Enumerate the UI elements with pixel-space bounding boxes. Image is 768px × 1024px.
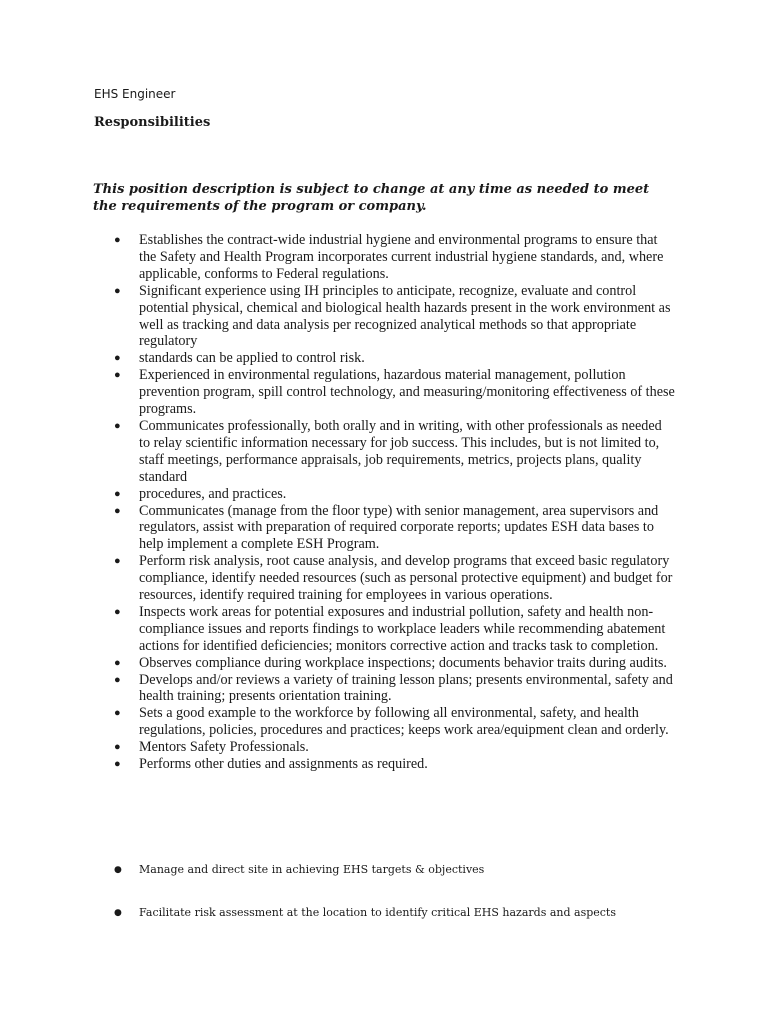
list-item	[0, 553, 675, 604]
list-item-text: Observes compliance during workplace inspections; documents behavior traits during audits.	[139, 654, 667, 671]
bullet-icon: ●	[114, 555, 121, 568]
list-item	[0, 503, 675, 554]
bullet-icon: ●	[114, 908, 122, 918]
list-item-text: Inspects work areas for potential exposures and industrial pollution, safety and health non-compliance issues and reports findings to workplace leaders while recommending abatement actions for identified deficiencies; monitors corrective action and tracks task to completion.	[139, 603, 666, 654]
list-item-text: Experienced in environmental regulations, hazardous material management, pollution prevention program, spill control technology, and measuring/monitoring effectiveness of these programs.	[139, 367, 675, 418]
list-item-text: Facilitate risk assessment at the location to identify critical EHS hazards and aspects	[139, 906, 617, 919]
list-item	[0, 756, 675, 773]
document-title: EHS Engineer	[94, 87, 176, 101]
bullet-icon: ●	[114, 865, 122, 875]
bullet-icon: ●	[114, 656, 121, 669]
bullet-icon: ●	[114, 707, 121, 720]
list-item	[0, 604, 675, 655]
bullet-icon: ●	[114, 487, 121, 500]
list-item	[0, 486, 675, 503]
list-item-text: Communicates professionally, both orally and in writing, with other professionals as needed to relay scientific information necessary for job success. This includes, but is not limited to, staff meetings, performance appraisals, job requirements, metrics, projects plans, quality standard	[139, 417, 662, 485]
list-item	[0, 863, 768, 877]
list-item-text: Establishes the contract-wide industrial hygiene and environmental programs to ensure that the Safety and Health Program incorporates current industrial hygiene standards, and, where applicable, conforms to Federal regulations.	[139, 232, 664, 282]
list-item	[0, 350, 675, 367]
bullet-icon: ●	[114, 369, 121, 382]
section-heading-responsibilities: Responsibilities	[94, 115, 211, 130]
bullet-icon: ●	[114, 419, 121, 432]
bullet-icon: ●	[114, 673, 121, 686]
list-item	[0, 705, 675, 739]
list-item	[0, 655, 675, 672]
list-item-text: Sets a good example to the workforce by following all environmental, safety, and health regulations, policies, procedures and practices; keeps work area/equipment clean and orderly.	[139, 705, 669, 739]
bullet-icon: ●	[114, 504, 121, 517]
list-item-text: Communicates (manage from the floor type) with senior management, area supervisors and regulators, assist with preparation of required corporate reports; updates ESH data bases to help implement a complete ESH Program.	[139, 502, 659, 553]
bullet-icon: ●	[114, 234, 121, 246]
bullet-icon: ●	[114, 741, 121, 754]
change-notice: This position description is subject to change at any time as needed to meet the requirements of the program or company.	[93, 182, 650, 214]
list-item	[0, 906, 768, 920]
list-item	[0, 672, 675, 706]
list-item-text: procedures, and practices.	[139, 485, 287, 502]
bullet-icon: ●	[114, 284, 121, 297]
list-item-text: Manage and direct site in achieving EHS targets & objectives	[139, 863, 485, 876]
list-item	[0, 739, 675, 756]
list-item-text: Mentors Safety Professionals.	[139, 739, 309, 756]
bullet-icon: ●	[114, 758, 121, 771]
list-item	[0, 283, 675, 351]
list-item-text: Perform risk analysis, root cause analysis, and develop programs that exceed basic regulatory compliance, identify needed resources (such as personal protective equipment) and budget for resources, identify required training for employees in various operations.	[139, 553, 673, 604]
list-item-text: standards can be applied to control risk.	[139, 350, 365, 367]
list-item	[0, 367, 675, 418]
list-item	[0, 418, 675, 486]
bullet-icon: ●	[114, 352, 121, 365]
list-item-text: Performs other duties and assignments as required.	[139, 756, 428, 773]
list-item	[0, 232, 675, 283]
responsibilities-list	[0, 232, 768, 773]
list-item-text: Develops and/or reviews a variety of training lesson plans; presents environmental, safety and health training; presents orientation training.	[139, 671, 673, 705]
bullet-icon: ●	[114, 605, 121, 618]
list-item-text: Significant experience using IH principles to anticipate, recognize, evaluate and control potential physical, chemical and biological health hazards present in the work environment as well as tracking and data analysis per recognized analytical methods so that appropriate regulatory	[139, 282, 671, 350]
